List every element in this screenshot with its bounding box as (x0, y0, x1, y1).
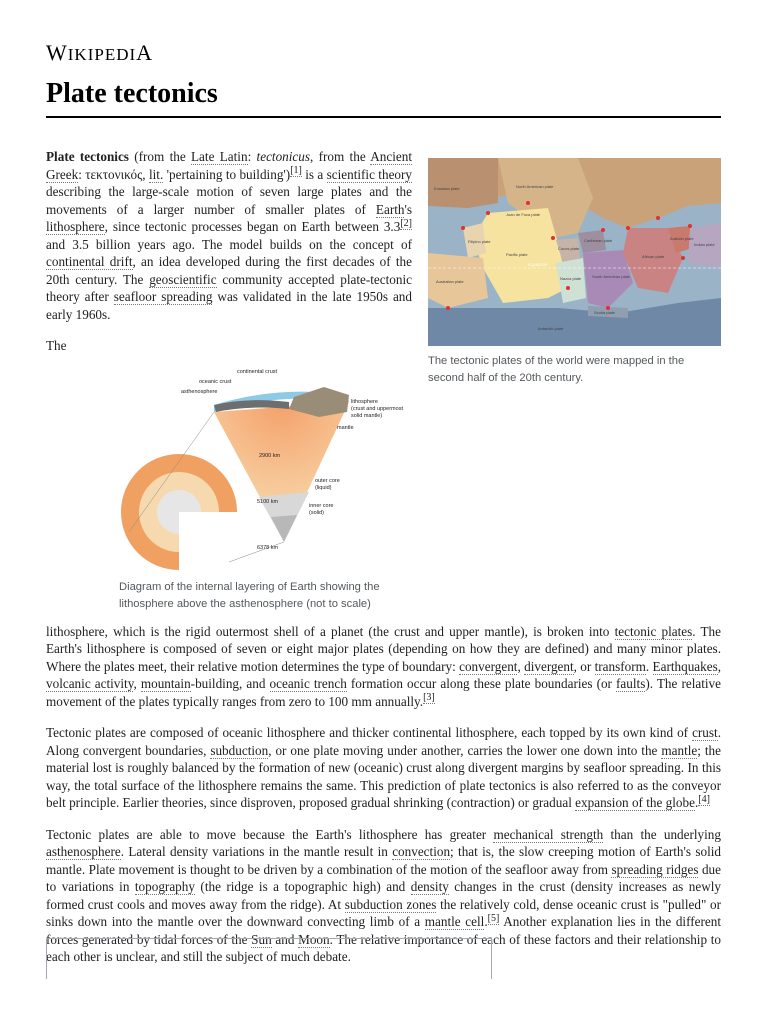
link-continental-drift[interactable]: continental drift (46, 254, 133, 269)
link-earthquakes[interactable]: Earthquakes (652, 658, 718, 674)
map-label-cocos-plate: Cocos plate (558, 246, 580, 251)
link-late-latin[interactable]: Late Latin (191, 149, 248, 164)
figure-tectonic-plates-map (428, 158, 721, 387)
link-geoscientific[interactable]: geoscientific (149, 271, 217, 287)
link-transform[interactable]: transform (594, 658, 646, 674)
link-seafloor-spreading[interactable]: seafloor spreading (113, 289, 213, 304)
link-scientific-theory[interactable]: scientific theory (326, 166, 412, 182)
map-label-indian-plate: Indian plate (694, 242, 715, 247)
link-mechanical-strength[interactable]: mechanical strength (493, 826, 604, 842)
label-continental-crust: continental crust (237, 369, 278, 375)
link-moon[interactable]: Moon (298, 931, 330, 947)
link-asthenosphere[interactable]: asthenosphere (46, 844, 121, 859)
map-label-antarctic-plate: Antarctic plate (538, 326, 564, 331)
map-label-eurasian-plate: Eurasian plate (434, 186, 460, 191)
map-label-australian-plate: Australian plate (436, 279, 464, 284)
link-spreading-ridges[interactable]: spreading ridges (611, 861, 699, 877)
map-label-arabian-plate: Arabian plate (670, 236, 694, 241)
map-label-south-american-plate: South American plate (592, 274, 631, 279)
ref-4[interactable]: [4] (698, 793, 710, 805)
map-label-pacific-plate: Pacific plate (506, 252, 528, 257)
map-label-juan-de-fuca-plate: Juan de Fuca plate (506, 212, 541, 217)
label-mantle: mantle (337, 425, 354, 431)
label-depth-5100: 5100 km (257, 499, 279, 505)
link-subduction-zones[interactable]: subduction zones (344, 896, 437, 912)
link-earth[interactable]: Earth (375, 201, 405, 217)
map-label-nazca-plate: Nazca plate (560, 276, 582, 281)
link-expansion-of-the-globe[interactable]: expansion of the globe (575, 795, 695, 810)
label-depth-2900: 2900 km (259, 453, 281, 459)
article-body (46, 148, 721, 980)
link-subduction[interactable]: subduction (210, 742, 269, 758)
label-lithosphere-detail-2: solid mantle) (351, 413, 383, 419)
link-lit[interactable]: lit. (148, 166, 164, 182)
label-depth-6378: 6378 km (257, 545, 279, 551)
figure-earth-layers (119, 357, 412, 613)
map-label-african-plate: African plate (642, 254, 665, 259)
label-asthenosphere: asthenosphere (181, 389, 218, 395)
ref-1[interactable]: [1] (290, 165, 302, 177)
link-mantle-cell[interactable]: mantle cell (424, 914, 485, 929)
ref-5[interactable]: [5] (487, 912, 500, 924)
link-mantle[interactable]: mantle (661, 742, 698, 758)
label-outer-core: outer core (315, 478, 340, 484)
link-tectonic-plates[interactable]: tectonic plates (614, 623, 693, 639)
figure-caption: Diagram of the internal layering of Earth showing the lithosphere above the asthenosphere (not to scale) (119, 580, 380, 610)
map-label-filipino-plate: Filipino plate (468, 239, 491, 244)
map-label-equator: EQUATOR (528, 262, 548, 267)
map-label-north-american-plate: North American plate (516, 184, 554, 189)
ref-2[interactable]: [2] (400, 217, 412, 229)
link-lithosphere[interactable]: lithosphere (46, 219, 105, 234)
link-ancient-greek[interactable]: Ancient Greek (46, 149, 412, 182)
paragraph-movement: Tectonic plates are able to move because the Earth's lithosphere has greater mechanical strength than the underlying asthenosphere. Lateral density variations in the mantle result in convection; that is, the slow creeping motion of Earth's solid mantle. Plate movement is thought to be driven by a combination of the motion of the seafloor away from spreading ridges due to variations in topography (the ridge is a topographic high) and density changes in the crust (density increases as newly formed crust cools and moves away from the ridge). At subduction zones the relatively cold, dense oceanic crust is "pulled" or sinks down into the mantle over the downward convecting limb of a mantle cell.[5] Another explanation lies in the different forces generated by tidal forces of the Sun and Moon. The relative importance of each of these factors and their relationship to each other is unclear, and still the subject of much debate. (46, 826, 722, 964)
link-density[interactable]: density (410, 879, 449, 894)
link-crust[interactable]: crust (692, 725, 718, 740)
earth-layers-diagram (119, 357, 412, 572)
page-title: Plate tectonics (46, 78, 721, 118)
label-inner-core-state: (solid) (309, 510, 324, 516)
link-convection[interactable]: convection (392, 844, 451, 859)
paragraph-composition: Tectonic plates are composed of oceanic lithosphere and thicker continental lithosphere, each topped by its own kind of crust. Along convergent boundaries, subduction, or one plate moving under another, carries the lower one down into the mantle; the material lost is roughly balanced by the formation of new (oceanic) crust along divergent margins by seafloor spreading. In this way, the total surface of the lithosphere remains the same. This prediction of plate tectonics is also referred to as the conveyor belt principle. Earlier theories, since disproven, proposed gradual shrinking (contraction) or gradual expansion of the globe.[4] (46, 725, 721, 810)
infobox-box (46, 938, 492, 979)
link-faults[interactable]: faults (616, 676, 646, 691)
paragraph-intro: Plate tectonics (from the Late Latin: tectonicus, from the Ancient Greek: τεκτονικός, lit. 'pertaining to building')[1] is a scientific theory describing the large-scale motion of seven large plates and the movements of a larger number of smaller plates of Earth's lithosphere, since tectonic processes began on Earth between 3.3[2] and 3.5 billion years ago. The model builds on the concept of continental drift, an idea developed during the first decades of the 20th century. The geoscientific community accepted plate-tectonic theory after seafloor spreading was validated in the late 1950s and early 1960s. (46, 149, 412, 322)
link-oceanic-trench[interactable]: oceanic trench (269, 676, 347, 691)
label-inner-core: inner core (309, 503, 334, 509)
figure-caption: The tectonic plates of the world were mapped in the second half of the 20th century. (428, 354, 685, 384)
map-label-caribbean-plate: Caribbean plate (584, 238, 613, 243)
paragraph-lithosphere: The lithosphere, which is the rigid outermost shell of a planet (the crust and upper mantle), is broken into tectonic plates. The Earth's lithosphere is composed of seven or eight major plates (depending on how they are defined) and many minor plates. Where the plates meet, their relative motion determines the type of boundary: convergent, divergent, or transform. Earthquakes, volcanic activity, mountain-building, and oceanic trench formation occur along these plate boundaries (or faults). The relative movement of the plates typically ranges from zero to 100 mm annually.[3] (46, 338, 722, 709)
tectonic-plates-map (428, 158, 721, 346)
link-sun[interactable]: Sun (251, 931, 272, 947)
link-convergent[interactable]: convergent (459, 658, 518, 674)
ref-3[interactable]: [3] (423, 692, 435, 704)
label-lithosphere: lithosphere (351, 399, 378, 405)
link-volcanic-activity[interactable]: volcanic activity (46, 676, 134, 691)
link-divergent[interactable]: divergent (524, 658, 574, 674)
label-oceanic-crust: oceanic crust (199, 379, 232, 385)
map-label-scotia-plate: Scotia plate (594, 310, 615, 315)
wikipedia-logo[interactable]: WIKIPEDIA (46, 40, 154, 65)
label-lithosphere-detail: (crust and uppermost (351, 406, 403, 412)
link-mountain[interactable]: mountain (140, 676, 191, 691)
label-outer-core-state: (liquid) (315, 485, 332, 491)
link-topography[interactable]: topography (134, 879, 195, 894)
